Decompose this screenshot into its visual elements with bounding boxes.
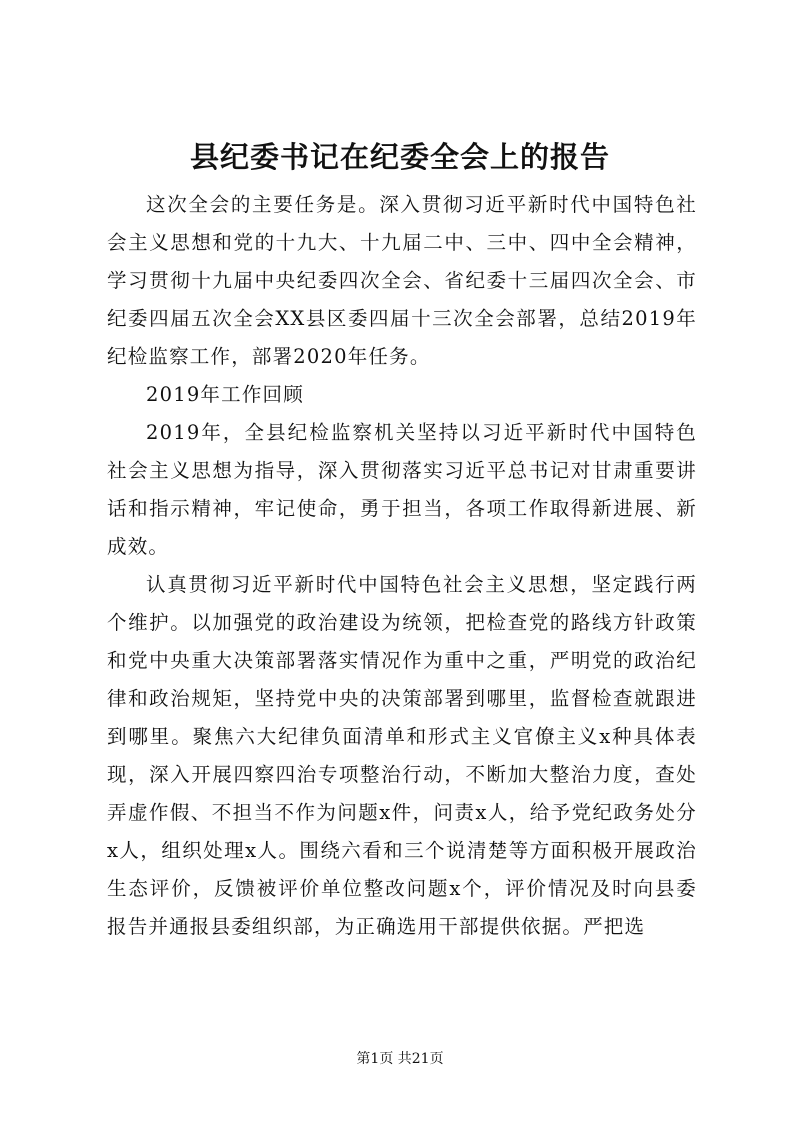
section-heading-review: 2019年工作回顾 — [146, 383, 304, 406]
document-body — [107, 186, 697, 946]
paragraph-intro: 这次全会的主要任务是。深入贯彻习近平新时代中国特色社会主义思想和党的十九大、十九届二中、三中、四中全会精神，学习贯彻十九届中央纪委四次全会、省纪委十三届四次全会、市纪委四届五次全会XX县区委四届十三次全会部署，总结2019年纪检监察工作，部署2020年任务。 — [107, 193, 697, 368]
paragraph-political-building: 认真贯彻习近平新时代中国特色社会主义思想，坚定践行两个维护。以加强党的政治建设为统领，把检查党的路线方针政策和党中央重大决策部署落实情况作为重中之重，严明党的政治纪律和政治规矩，坚持党中央的决策部署到哪里，监督检查就跟进到哪里。聚焦六大纪律负面清单和形式主义官僚主义x种具体表现，深入开展四察四治专项整治行动，不断加大整治力度，查处弄虚作假、不担当不作为问题x件，问责x人，给予党纪政务处分x人，组织处理x人。围绕六看和三个说清楚等方面积极开展政治生态评价，反馈被评价单位整改问题x个，评价情况及时向县委报告并通报县委组织部，为正确选用干部提供依据。严把选 — [107, 573, 697, 938]
paragraph-2019-summary: 2019年，全县纪检监察机关坚持以习近平新时代中国特色社会主义思想为指导，深入贯彻落实习近平总书记对甘肃重要讲话和指示精神，牢记使命，勇于担当，各项工作取得新进展、新成效。 — [107, 421, 697, 558]
document-title: 县纪委书记在纪委全会上的报告 — [189, 140, 610, 174]
page-number-footer: 第1页 共21页 — [356, 1051, 444, 1067]
